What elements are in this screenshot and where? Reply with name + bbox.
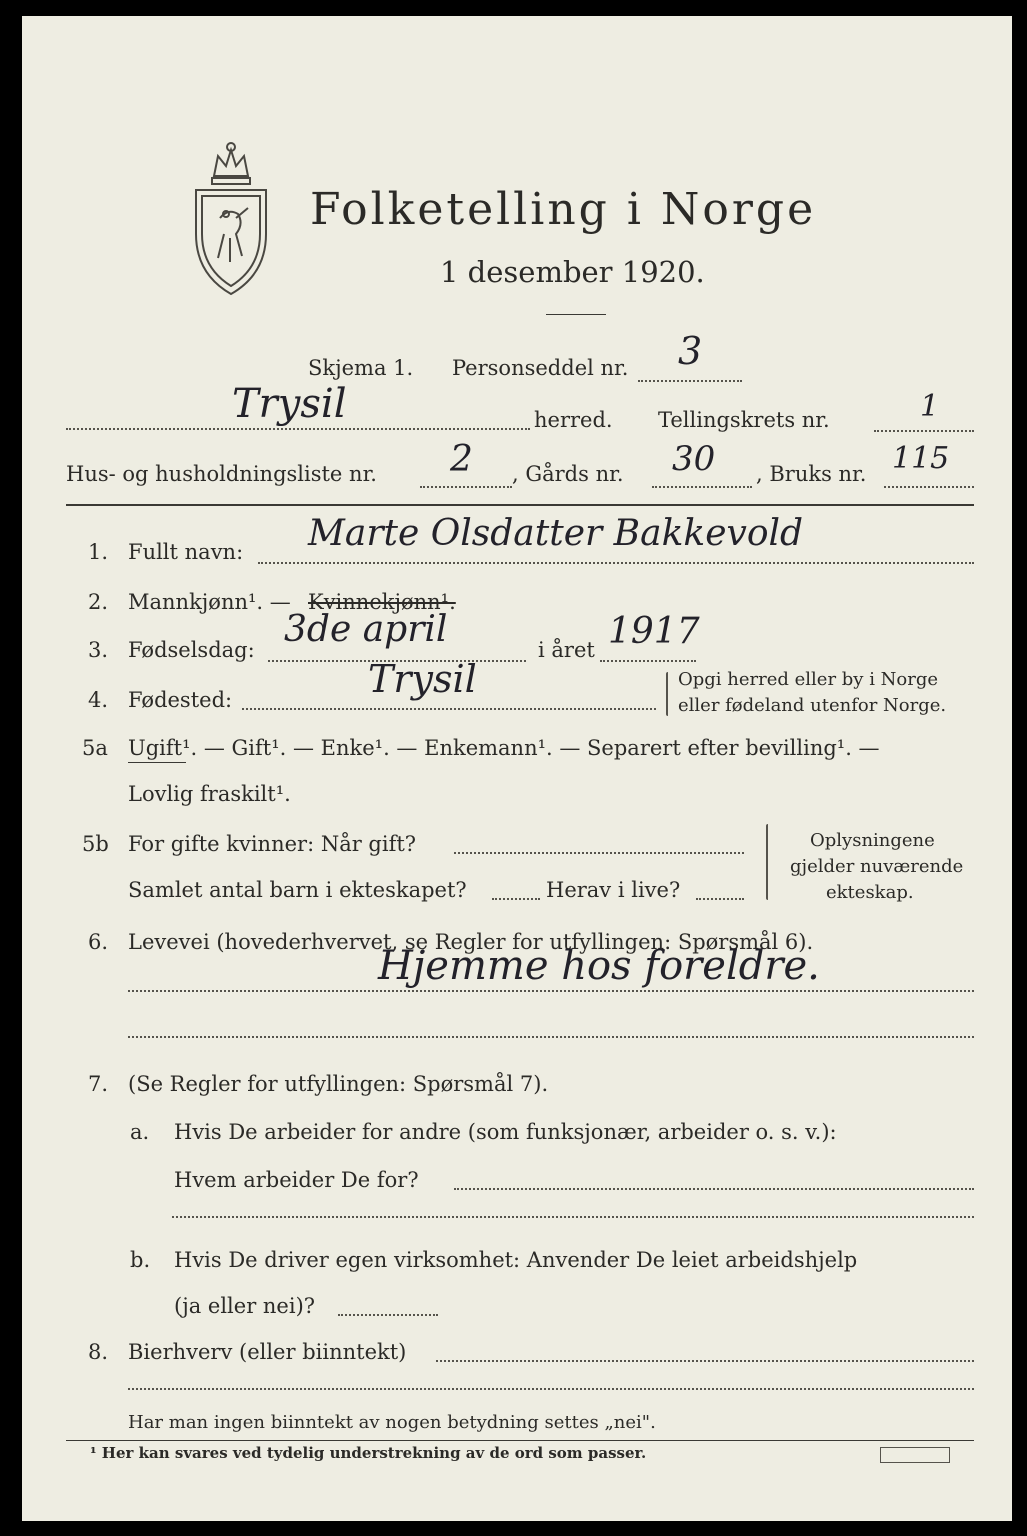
q3-label: Fødselsdag: [128,638,255,662]
tellingskrets-value[interactable]: 1 [920,389,940,424]
q4-label: Fødested: [128,688,233,712]
q8-extra-line [128,1388,974,1390]
q7-number: 7. [88,1072,109,1096]
q5b-note-line1: Oplysningene [810,830,935,851]
header-divider [66,504,974,506]
skjema-label: Skjema 1. [308,356,414,380]
q4-note-line2: eller fødeland utenfor Norge. [678,695,947,716]
census-date: 1 desember 1920. [440,255,705,289]
q5b-note-line3: ekteskap. [826,882,914,903]
q5b-note-line2: gjelder nuværende [790,856,964,877]
q6-line1 [128,990,974,992]
q6-line2 [128,1036,974,1038]
q7b-yes-no-line [338,1314,438,1316]
q7a-question: Hvis De arbeider for andre (som funksjonær, arbeider o. s. v.): [174,1120,837,1144]
q5a-number: 5a [82,736,108,760]
q5b-note-bracket [766,824,768,900]
q3-number: 3. [88,638,109,662]
husliste-label: Hus- og husholdningsliste nr. [66,462,377,486]
bruks-line [884,486,974,488]
coat-of-arms-icon [190,138,272,303]
q4-number: 4. [88,688,109,712]
q5a-ugift-underline [128,762,186,763]
tellingskrets-label: Tellingskrets nr. [658,408,830,432]
q4-line [242,708,656,710]
q4-note-line1: Opgi herred eller by i Norge [678,669,939,690]
q4-note-bracket [666,672,668,716]
q2-struck-option: Kvinnekjønn¹. [308,590,456,614]
q6-value[interactable]: Hjemme hos foreldre. [378,943,820,989]
husliste-line [420,486,512,488]
q2-label: Mannkjønn¹. — [128,590,291,614]
q3-year-value[interactable]: 1917 [608,611,700,652]
q1-number: 1. [88,540,109,564]
printer-stamp [880,1447,950,1463]
q1-value[interactable]: Marte Olsdatter Bakkevold [308,513,804,554]
gards-line [652,486,752,488]
q5a-options-line2: Lovlig fraskilt¹. [128,782,291,806]
q3-value[interactable]: 3de april [284,609,448,650]
q8-label: Bierhverv (eller biinntekt) [128,1340,407,1364]
q7b-letter: b. [130,1248,151,1272]
personseddel-value[interactable]: 3 [678,329,703,373]
q7a-letter: a. [130,1120,150,1144]
q3-year-label: i året [538,638,595,662]
q7-label: (Se Regler for utfyllingen: Spørsmål 7). [128,1072,549,1096]
q5b-when-married-line [454,852,744,854]
footnote: ¹ Her kan svares ved tydelig understrekning av de ord som passer. [90,1444,647,1462]
husliste-value[interactable]: 2 [450,439,473,480]
personseddel-label: Personseddel nr. [452,356,629,380]
q5b-alive-line [696,898,744,900]
personseddel-line [638,380,742,382]
tellingskrets-line [874,430,974,432]
q1-label: Fullt navn: [128,540,244,564]
q5b-alive-label: Herav i live? [546,878,681,902]
title-divider [546,314,606,315]
q5b-children-label: Samlet antal barn i ekteskapet? [128,878,467,902]
q8-number: 8. [88,1340,109,1364]
herred-value[interactable]: Trysil [232,381,347,427]
q7a-employer-label: Hvem arbeider De for? [174,1168,419,1192]
q7a-employer-line [454,1188,974,1190]
q5a-options: Ugift¹. — Gift¹. — Enke¹. — Enkemann¹. — Separert efter bevilling¹. — [128,736,880,760]
herred-line [66,428,530,430]
q7a-extra-line [172,1216,974,1218]
bruks-value[interactable]: 115 [892,441,950,476]
q2-number: 2. [88,590,109,614]
q5b-number: 5b [82,832,109,856]
gards-value[interactable]: 30 [672,439,716,479]
q5b-when-married-label: For gifte kvinner: Når gift? [128,832,417,856]
q8-line [436,1360,974,1362]
footer-divider [66,1440,974,1441]
q6-label: Levevei (hovederhvervet, se Regler for utfyllingen: Spørsmål 6). [128,930,814,954]
q7b-yes-no-label: (ja eller nei)? [174,1294,316,1318]
herred-label: herred. [534,408,613,432]
q1-line [258,562,974,564]
footer-note: Har man ingen biinntekt av nogen betydning settes „nei". [128,1412,656,1433]
q4-value[interactable]: Trysil [368,657,477,701]
q3-year-line [600,660,696,662]
q5b-children-line [492,898,540,900]
form-title: Folketelling i Norge [310,184,817,235]
gards-label: , Gårds nr. [512,462,624,486]
q6-number: 6. [88,930,109,954]
q7b-question: Hvis De driver egen virksomhet: Anvender De leiet arbeidshjelp [174,1248,858,1272]
bruks-label: , Bruks nr. [756,462,867,486]
census-form [22,16,1012,1521]
